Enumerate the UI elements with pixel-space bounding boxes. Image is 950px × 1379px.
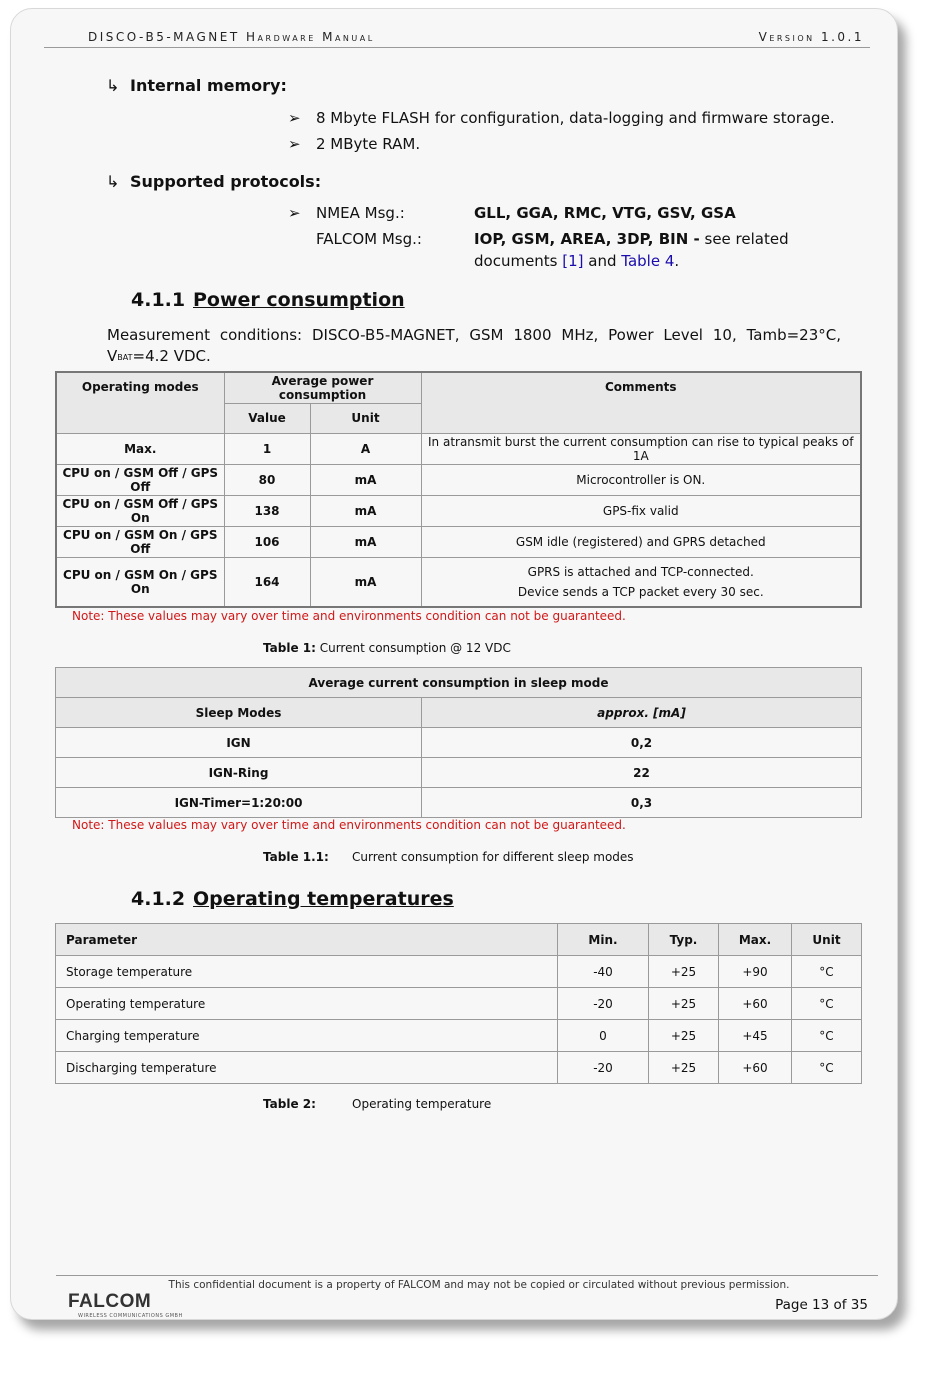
sleep-note: Note: These values may vary over time and environments condition can not be guaranteed. xyxy=(72,818,626,832)
parameter-cell: Storage temperature xyxy=(56,956,558,988)
max-cell: +60 xyxy=(719,1052,792,1084)
header-operating-modes: Operating modes xyxy=(56,372,224,433)
header-sleep-modes: Sleep Modes xyxy=(56,698,422,728)
value-cell: 1 xyxy=(224,433,310,464)
typ-cell: +25 xyxy=(649,956,719,988)
header-value: Value xyxy=(224,403,310,433)
comment-cell xyxy=(421,557,861,607)
arrowhead-bullet-icon: ➢ xyxy=(288,135,301,153)
conditions-subscript: BAT xyxy=(117,353,133,362)
sleep-mode-cell: IGN-Ring xyxy=(56,758,422,788)
confidential-notice: This confidential document is a property of FALCOM and may not be copied or circulated without previous permission. xyxy=(168,1279,790,1291)
nmea-value: GLL, GGA, RMC, VTG, GSV, GSA xyxy=(474,204,736,222)
value-cell: 164 xyxy=(224,557,310,607)
section-title: Power consumption xyxy=(193,289,405,311)
table-row xyxy=(56,1052,862,1084)
falcom-text: and xyxy=(583,252,622,270)
value-cell: 106 xyxy=(224,526,310,557)
protocols-heading xyxy=(106,172,321,191)
table-row xyxy=(56,464,861,495)
header-divider xyxy=(44,47,870,48)
comment-line: GPRS is attached and TCP-connected. xyxy=(527,564,754,579)
header-comments: Comments xyxy=(421,372,861,433)
table-row xyxy=(56,728,862,758)
parameter-cell: Discharging temperature xyxy=(56,1052,558,1084)
mode-cell: CPU on / GSM Off / GPS Off xyxy=(56,464,224,495)
unit-cell: mA xyxy=(310,526,421,557)
table-caption xyxy=(263,641,511,655)
temperature-table xyxy=(55,923,862,1084)
table-caption xyxy=(263,850,329,864)
section-heading-temperatures xyxy=(131,888,454,910)
typ-cell: +25 xyxy=(649,1052,719,1084)
unit-cell: °C xyxy=(792,1052,862,1084)
min-cell: 0 xyxy=(558,1020,649,1052)
comment-cell: In atransmit burst the current consumption can rise to typical peaks of 1A xyxy=(421,433,861,464)
min-cell: -20 xyxy=(558,1052,649,1084)
caption-text: Current consumption @ 12 VDC xyxy=(315,641,511,655)
value-cell: 80 xyxy=(224,464,310,495)
power-note: Note: These values may vary over time and environments condition can not be guaranteed. xyxy=(72,609,626,623)
table-row xyxy=(56,988,862,1020)
hook-arrow-icon: ↳ xyxy=(106,76,120,95)
power-table xyxy=(55,371,862,608)
sleep-value-cell: 0,2 xyxy=(422,728,862,758)
header-typ: Typ. xyxy=(649,924,719,956)
memory-heading xyxy=(106,76,287,95)
header-max: Max. xyxy=(719,924,792,956)
unit-cell: °C xyxy=(792,956,862,988)
falcom-logo xyxy=(68,1291,183,1319)
unit-cell: A xyxy=(310,433,421,464)
sleep-mode-cell: IGN xyxy=(56,728,422,758)
table-caption xyxy=(263,1097,316,1111)
falcom-label: FALCOM Msg.: xyxy=(316,230,422,248)
table-reference-link[interactable]: Table 4 xyxy=(621,252,675,270)
falcom-value-line1 xyxy=(474,230,789,248)
unit-cell: mA xyxy=(310,557,421,607)
reference-link[interactable]: [1] xyxy=(562,252,584,270)
unit-cell: mA xyxy=(310,464,421,495)
header-unit: Unit xyxy=(310,403,421,433)
header-approx-ma: approx. [mA] xyxy=(422,698,862,728)
section-title: Operating temperatures xyxy=(193,888,454,910)
comment-cell: GSM idle (registered) and GPRS detached xyxy=(421,526,861,557)
caption-label: Table 1.1: xyxy=(263,850,329,864)
caption-label: Table 2: xyxy=(263,1097,316,1111)
falcom-text: . xyxy=(674,252,680,270)
table-row xyxy=(56,956,862,988)
footer-divider xyxy=(56,1275,878,1276)
sleep-value-cell: 0,3 xyxy=(422,788,862,818)
nmea-label: NMEA Msg.: xyxy=(316,204,405,222)
sleep-table xyxy=(55,667,862,818)
typ-cell: +25 xyxy=(649,988,719,1020)
arrowhead-bullet-icon: ➢ xyxy=(288,204,301,222)
page-sheet xyxy=(10,8,898,1320)
memory-item-text: 8 Mbyte FLASH for configuration, data-logging and firmware storage. xyxy=(316,109,835,127)
measurement-conditions xyxy=(107,325,841,369)
unit-cell: °C xyxy=(792,1020,862,1052)
typ-cell: +25 xyxy=(649,1020,719,1052)
min-cell: -40 xyxy=(558,956,649,988)
falcom-value-line2 xyxy=(474,252,679,270)
table-row xyxy=(56,1020,862,1052)
memory-item-text: 2 MByte RAM. xyxy=(316,135,421,153)
unit-cell: mA xyxy=(310,495,421,526)
parameter-cell: Operating temperature xyxy=(56,988,558,1020)
conditions-text: =4.2 VDC. xyxy=(132,347,211,365)
table-row xyxy=(56,758,862,788)
parameter-cell: Charging temperature xyxy=(56,1020,558,1052)
table-row xyxy=(56,495,861,526)
max-cell: +90 xyxy=(719,956,792,988)
falcom-text: see related xyxy=(699,230,789,248)
page-number: Page 13 of 35 xyxy=(775,1297,868,1313)
sleep-mode-cell: IGN-Timer=1:20:00 xyxy=(56,788,422,818)
section-number: 4.1.1 xyxy=(131,289,186,311)
falcom-value: IOP, GSM, AREA, 3DP, BIN - xyxy=(474,230,700,248)
caption-text: Current consumption for different sleep modes xyxy=(352,850,634,864)
unit-cell: °C xyxy=(792,988,862,1020)
section-heading-power xyxy=(131,289,405,311)
comment-cell: GPS-fix valid xyxy=(421,495,861,526)
logo-wordmark: FALCOM xyxy=(68,1291,152,1312)
comment-line: Device sends a TCP packet every 30 sec. xyxy=(517,584,764,599)
arrowhead-bullet-icon: ➢ xyxy=(288,109,301,127)
mode-cell: Max. xyxy=(56,433,224,464)
caption-text: Operating temperature xyxy=(352,1097,492,1111)
table-row xyxy=(56,788,862,818)
value-cell: 138 xyxy=(224,495,310,526)
comment-cell: Microcontroller is ON. xyxy=(421,464,861,495)
table-row xyxy=(56,557,861,607)
memory-heading-label: Internal memory: xyxy=(130,76,287,95)
table-row xyxy=(56,433,861,464)
section-number: 4.1.2 xyxy=(131,888,186,910)
sleep-value-cell: 22 xyxy=(422,758,862,788)
mode-cell: CPU on / GSM On / GPS Off xyxy=(56,526,224,557)
mode-cell: CPU on / GSM Off / GPS On xyxy=(56,495,224,526)
mode-cell: CPU on / GSM On / GPS On xyxy=(56,557,224,607)
header-title: DISCO-B5-MAGNET Hardware Manual xyxy=(88,30,375,44)
min-cell: -20 xyxy=(558,988,649,1020)
falcom-text: documents xyxy=(474,252,563,270)
caption-label: Table 1: xyxy=(263,641,316,655)
header-parameter: Parameter xyxy=(56,924,558,956)
sleep-table-title: Average current consumption in sleep mode xyxy=(56,668,862,698)
header-unit: Unit xyxy=(792,924,862,956)
conditions-text: Measurement conditions: DISCO-B5-MAGNET, GSM 1800 MHz, Power Level 10, Tamb=23°C, V xyxy=(107,326,841,365)
table-row xyxy=(56,526,861,557)
logo-tagline: WIRELESS COMMUNICATIONS GMBH xyxy=(78,1313,183,1319)
max-cell: +60 xyxy=(719,988,792,1020)
header-version: Version 1.0.1 xyxy=(758,30,864,44)
protocols-heading-label: Supported protocols: xyxy=(130,172,322,191)
header-min: Min. xyxy=(558,924,649,956)
header-average-power: Average power consumption xyxy=(224,372,421,403)
max-cell: +45 xyxy=(719,1020,792,1052)
hook-arrow-icon: ↳ xyxy=(106,172,120,191)
